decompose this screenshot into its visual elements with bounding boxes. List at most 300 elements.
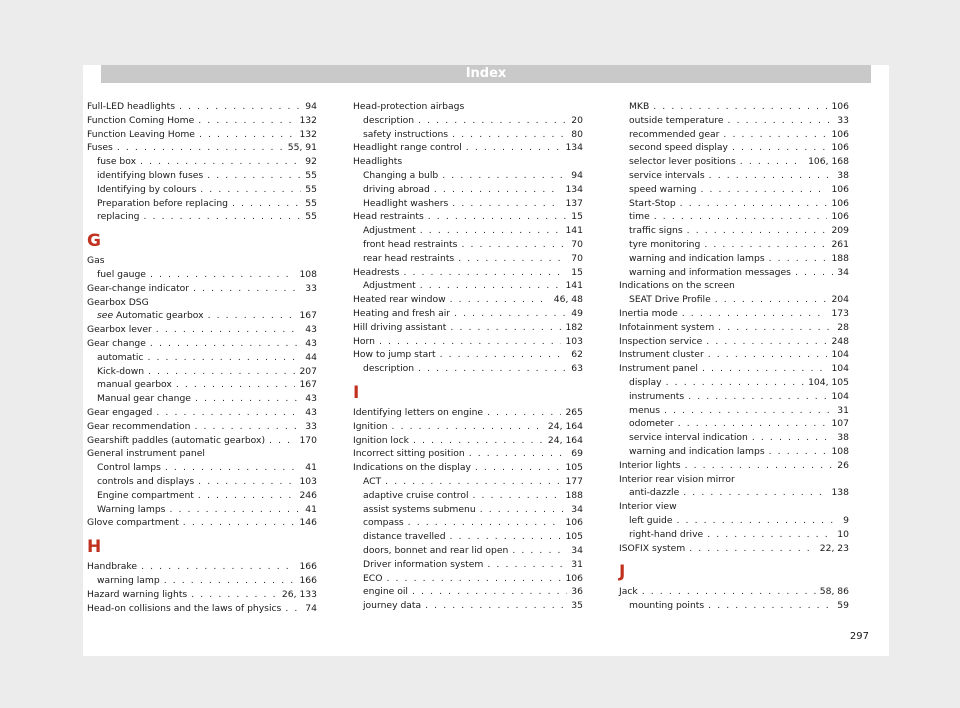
index-entry[interactable]: [619, 486, 849, 500]
dot-leader: [452, 128, 567, 142]
index-entry[interactable]: [87, 588, 317, 602]
index-page-reference[interactable]: 108: [831, 445, 849, 457]
index-page-reference[interactable]: 58, 86: [819, 586, 849, 598]
index-page-reference[interactable]: 248: [831, 335, 849, 347]
index-entry[interactable]: [619, 197, 849, 211]
dot-leader: [176, 378, 296, 392]
index-page-reference[interactable]: 141: [565, 280, 583, 292]
index-page-reference[interactable]: 34: [837, 266, 849, 278]
index-entry-label: Engine compartment: [97, 489, 194, 501]
index-page-reference[interactable]: 106, 168: [808, 156, 849, 168]
dot-leader: [150, 337, 301, 351]
index-page-reference[interactable]: 15: [571, 266, 583, 278]
index-page-reference[interactable]: 33: [305, 420, 317, 432]
index-entry-label: automatic: [97, 351, 144, 363]
index-entry-label: manual gearbox: [97, 379, 172, 391]
index-page-reference[interactable]: 31: [571, 558, 583, 570]
index-entry[interactable]: [353, 503, 583, 517]
dot-leader: [458, 252, 567, 266]
index-entry[interactable]: [353, 530, 583, 544]
index-page-reference[interactable]: 132: [299, 114, 317, 126]
index-entry-label: speed warning: [629, 183, 697, 195]
index-page-reference[interactable]: 204: [831, 294, 849, 306]
index-page-reference[interactable]: 104, 105: [808, 376, 849, 388]
index-entry[interactable]: [353, 279, 583, 293]
index-entry[interactable]: [619, 183, 849, 197]
index-page-reference[interactable]: 55: [305, 169, 317, 181]
index-page-reference[interactable]: 28: [837, 321, 849, 333]
dot-leader: [480, 503, 568, 517]
index-page-reference[interactable]: 38: [837, 169, 849, 181]
index-page-reference[interactable]: 43: [305, 337, 317, 349]
index-page-reference[interactable]: 94: [305, 101, 317, 112]
index-entry[interactable]: [353, 197, 583, 211]
index-entry-label: recommended gear: [629, 128, 720, 140]
index-entry[interactable]: [353, 447, 583, 461]
index-entry-label: right-hand drive: [629, 528, 704, 540]
index-page-reference[interactable]: 55: [305, 183, 317, 195]
index-entry-label: mounting points: [629, 600, 705, 612]
index-page-reference[interactable]: 166: [299, 561, 317, 573]
index-entry[interactable]: [87, 392, 317, 406]
index-page-reference[interactable]: 70: [571, 238, 583, 250]
index-page-reference[interactable]: 106: [831, 101, 849, 112]
dot-leader: [156, 406, 301, 420]
index-entry-label: Driver information system: [363, 558, 484, 570]
index-page-reference[interactable]: 167: [299, 379, 317, 391]
index-entry[interactable]: [87, 141, 317, 155]
dot-leader: [179, 100, 301, 114]
index-entry[interactable]: [87, 100, 317, 114]
index-entry[interactable]: [353, 335, 583, 349]
index-entry[interactable]: [353, 114, 583, 128]
index-page-reference[interactable]: 9: [843, 514, 849, 526]
index-entry[interactable]: [619, 599, 849, 613]
index-entry[interactable]: [87, 268, 317, 282]
index-page: [83, 65, 889, 656]
dot-leader: [408, 516, 562, 530]
index-entry-label: Hazard warning lights: [87, 588, 188, 600]
index-page-reference[interactable]: 188: [565, 489, 583, 501]
index-entry-label: instruments: [629, 390, 685, 402]
index-entry-heading: Headlights: [353, 156, 403, 168]
index-entry[interactable]: [87, 406, 317, 420]
index-entry-label: compass: [363, 517, 404, 529]
index-page-reference[interactable]: 146: [299, 517, 317, 529]
index-entry[interactable]: [353, 599, 583, 613]
index-letter-heading: G: [87, 231, 101, 252]
index-page-reference[interactable]: 106: [831, 128, 849, 140]
dot-leader: [708, 599, 833, 613]
index-entry[interactable]: [353, 544, 583, 558]
index-page-reference[interactable]: 170: [299, 434, 317, 446]
index-entry-label: Function Coming Home: [87, 114, 195, 126]
index-page-reference[interactable]: 63: [571, 363, 583, 375]
dot-leader: [194, 420, 301, 434]
index-page-reference[interactable]: 108: [299, 268, 317, 280]
index-entry[interactable]: [353, 420, 583, 434]
index-entry[interactable]: [619, 155, 849, 169]
page-title: Index: [465, 66, 507, 81]
index-entry-label: Headlight washers: [363, 197, 449, 209]
index-page-reference[interactable]: 104: [831, 390, 849, 402]
index-page-reference[interactable]: 35: [571, 600, 583, 612]
index-entry[interactable]: [353, 461, 583, 475]
index-page-reference[interactable]: 209: [831, 225, 849, 237]
index-page-reference[interactable]: 173: [831, 307, 849, 319]
see-reference-word: see: [97, 310, 114, 322]
index-page-reference[interactable]: 104: [831, 363, 849, 375]
index-page-reference[interactable]: 106: [831, 211, 849, 223]
dot-leader: [450, 293, 550, 307]
dot-leader: [198, 489, 296, 503]
index-entry[interactable]: [619, 390, 849, 404]
index-entry[interactable]: [619, 528, 849, 542]
index-entry[interactable]: [353, 210, 583, 224]
index-page-reference[interactable]: 105: [565, 531, 583, 543]
dot-leader: [169, 503, 301, 517]
dot-leader: [418, 114, 567, 128]
index-page-reference[interactable]: 107: [831, 418, 849, 430]
index-page-reference[interactable]: 41: [305, 462, 317, 474]
index-entry-label: [97, 309, 204, 323]
index-entry[interactable]: [619, 445, 849, 459]
index-entry[interactable]: [619, 238, 849, 252]
index-page-reference[interactable]: 41: [305, 503, 317, 515]
index-entry-label: Start-Stop: [629, 197, 676, 209]
index-page-reference[interactable]: 62: [571, 349, 583, 361]
index-page-reference[interactable]: 106: [565, 572, 583, 584]
index-page-reference[interactable]: 31: [837, 404, 849, 416]
dot-leader: [680, 197, 828, 211]
index-entry[interactable]: [87, 489, 317, 503]
index-entry[interactable]: [87, 210, 317, 224]
index-entry[interactable]: [619, 114, 849, 128]
index-entry[interactable]: [87, 560, 317, 574]
dot-leader: [386, 572, 561, 586]
index-entry[interactable]: [87, 309, 317, 323]
index-page-reference[interactable]: 46, 48: [553, 294, 583, 306]
dot-leader: [413, 434, 544, 448]
dot-leader: [420, 279, 562, 293]
index-entry[interactable]: [353, 321, 583, 335]
index-entry[interactable]: [619, 431, 849, 445]
dot-leader: [708, 348, 828, 362]
index-page-reference[interactable]: 80: [571, 128, 583, 140]
index-entry[interactable]: [619, 169, 849, 183]
index-page-reference[interactable]: 74: [305, 602, 317, 614]
dot-leader: [200, 183, 301, 197]
index-entry[interactable]: [87, 602, 317, 616]
index-entry-label: description: [363, 363, 415, 375]
index-entry[interactable]: [619, 362, 849, 376]
index-page-reference[interactable]: 26: [837, 459, 849, 471]
index-column-1: [87, 100, 317, 615]
index-page-reference[interactable]: 132: [299, 128, 317, 140]
index-entry[interactable]: [619, 293, 849, 307]
dot-leader: [385, 475, 561, 489]
index-page-reference[interactable]: 44: [305, 351, 317, 363]
index-entry-label: controls and displays: [97, 475, 195, 487]
dot-leader: [723, 128, 827, 142]
index-entry[interactable]: [353, 128, 583, 142]
index-entry[interactable]: [353, 169, 583, 183]
index-entry-label: Head restraints: [353, 211, 424, 223]
index-page-reference[interactable]: 105: [565, 462, 583, 474]
index-letter-heading: I: [353, 382, 360, 403]
index-page-reference[interactable]: 55: [305, 211, 317, 223]
index-entry[interactable]: [353, 516, 583, 530]
index-entry[interactable]: [353, 266, 583, 280]
index-entry[interactable]: [353, 585, 583, 599]
index-entry-label: Ignition: [353, 420, 388, 432]
index-page-reference[interactable]: 167: [299, 310, 317, 322]
index-entry-label: Hill driving assistant: [353, 321, 447, 333]
index-entry[interactable]: [87, 574, 317, 588]
index-entry-label: Instrument panel: [619, 363, 698, 375]
index-entry[interactable]: [353, 252, 583, 266]
dot-leader: [700, 183, 827, 197]
index-entry[interactable]: [619, 224, 849, 238]
index-entry[interactable]: [619, 266, 849, 280]
index-entry-label: Changing a bulb: [363, 169, 439, 181]
index-page-reference[interactable]: 34: [571, 544, 583, 556]
index-entry[interactable]: [87, 155, 317, 169]
index-entry[interactable]: [353, 141, 583, 155]
index-entry-label: Ignition lock: [353, 434, 409, 446]
index-page-reference[interactable]: 166: [299, 574, 317, 586]
index-entry-label: traffic signs: [629, 225, 683, 237]
index-page-reference[interactable]: 38: [837, 432, 849, 444]
index-entry[interactable]: [87, 434, 317, 448]
index-entry[interactable]: [87, 128, 317, 142]
index-entry-label: Manual gear change: [97, 393, 191, 405]
index-entry-label: menus: [629, 404, 661, 416]
index-page-reference[interactable]: 43: [305, 324, 317, 336]
index-entry[interactable]: [87, 475, 317, 489]
index-page-reference[interactable]: 182: [565, 321, 583, 333]
index-entry-heading: Head-protection airbags: [353, 101, 465, 112]
index-entry-label: Incorrect sitting position: [353, 448, 465, 460]
index-entry[interactable]: [353, 406, 583, 420]
index-page-reference[interactable]: 103: [299, 475, 317, 487]
index-entry[interactable]: [353, 362, 583, 376]
index-entry[interactable]: [87, 114, 317, 128]
index-entry[interactable]: [353, 348, 583, 362]
dot-leader: [193, 282, 301, 296]
index-entry-heading: General instrument panel: [87, 448, 205, 460]
index-page-reference[interactable]: 22, 23: [819, 542, 849, 554]
index-page-reference[interactable]: 59: [837, 600, 849, 612]
index-entry-label: time: [629, 211, 650, 223]
index-entry-label: service interval indication: [629, 432, 748, 444]
index-page-reference[interactable]: 104: [831, 349, 849, 361]
index-entry[interactable]: [87, 516, 317, 530]
index-entry-label: Gear change: [87, 337, 146, 349]
dot-leader: [709, 169, 834, 183]
index-entry[interactable]: [619, 335, 849, 349]
index-entry[interactable]: [87, 169, 317, 183]
index-entry[interactable]: [87, 183, 317, 197]
dot-leader: [683, 486, 827, 500]
dot-leader: [707, 528, 833, 542]
dot-leader: [689, 542, 816, 556]
index-entry-label: doors, bonnet and rear lid open: [363, 544, 509, 556]
index-page-reference[interactable]: 43: [305, 406, 317, 418]
index-page-reference[interactable]: 20: [571, 114, 583, 126]
index-entry[interactable]: [353, 307, 583, 321]
index-page-reference[interactable]: 261: [831, 238, 849, 250]
index-entry-label: Heated rear window: [353, 294, 446, 306]
index-entry[interactable]: [87, 503, 317, 517]
dot-leader: [232, 197, 301, 211]
index-entry[interactable]: [619, 348, 849, 362]
index-entry-label: Headrests: [353, 266, 400, 278]
index-page-reference[interactable]: 36: [571, 586, 583, 598]
dot-leader: [420, 224, 562, 238]
dot-leader: [440, 348, 568, 362]
index-entry-label: Glove compartment: [87, 517, 179, 529]
index-page-reference[interactable]: 33: [305, 282, 317, 294]
index-entry[interactable]: [353, 293, 583, 307]
index-entry[interactable]: [353, 434, 583, 448]
index-entry[interactable]: [619, 321, 849, 335]
dot-leader: [475, 461, 562, 475]
index-entry[interactable]: [353, 224, 583, 238]
dot-leader: [428, 210, 568, 224]
index-entry[interactable]: [353, 489, 583, 503]
index-entry[interactable]: [87, 420, 317, 434]
dot-leader: [156, 323, 302, 337]
index-entry[interactable]: [619, 417, 849, 431]
index-entry[interactable]: [353, 183, 583, 197]
index-entry[interactable]: [619, 585, 849, 599]
dot-leader: [198, 475, 295, 489]
index-entry[interactable]: [619, 100, 849, 114]
index-entry[interactable]: [619, 128, 849, 142]
dot-leader: [795, 266, 833, 280]
index-page-reference[interactable]: 106: [831, 197, 849, 209]
index-entry[interactable]: [87, 282, 317, 296]
index-entry[interactable]: [87, 337, 317, 351]
index-entry[interactable]: [619, 542, 849, 556]
index-entry-label: selector lever positions: [629, 156, 736, 168]
dot-leader: [198, 114, 295, 128]
index-page-reference[interactable]: 138: [831, 487, 849, 499]
index-entry[interactable]: [87, 461, 317, 475]
index-page-reference[interactable]: 92: [305, 156, 317, 168]
index-page-reference[interactable]: 177: [565, 475, 583, 487]
index-entry[interactable]: [353, 475, 583, 489]
index-page-reference[interactable]: 106: [831, 183, 849, 195]
index-page-reference[interactable]: 103: [565, 335, 583, 347]
dot-leader: [687, 224, 828, 238]
index-entry[interactable]: [87, 365, 317, 379]
index-entry[interactable]: [87, 351, 317, 365]
index-page-reference[interactable]: 207: [299, 365, 317, 377]
dot-leader: [469, 447, 568, 461]
index-page-reference[interactable]: 188: [831, 252, 849, 264]
index-entry[interactable]: [619, 307, 849, 321]
index-page-reference[interactable]: 24, 164: [547, 420, 583, 432]
dot-leader: [718, 321, 833, 335]
index-entry[interactable]: [619, 210, 849, 224]
index-page-reference[interactable]: 15: [571, 211, 583, 223]
index-entry[interactable]: [353, 572, 583, 586]
index-entry[interactable]: [87, 197, 317, 211]
index-column-3: [619, 100, 849, 613]
index-entry[interactable]: [619, 514, 849, 528]
index-entry-label: How to jump start: [353, 349, 436, 361]
index-page-reference[interactable]: 49: [571, 307, 583, 319]
index-page-reference[interactable]: 55: [305, 197, 317, 209]
index-page-reference[interactable]: 134: [565, 183, 583, 195]
index-entry-label: warning and indication lamps: [629, 252, 765, 264]
dot-leader: [195, 392, 301, 406]
dot-leader: [164, 574, 296, 588]
index-page-reference[interactable]: 94: [571, 169, 583, 181]
index-entry-label: Jack: [619, 586, 638, 598]
index-entry[interactable]: [353, 558, 583, 572]
index-page-reference[interactable]: 265: [565, 406, 583, 418]
index-page-reference[interactable]: 26, 133: [281, 588, 317, 600]
index-page-reference[interactable]: 246: [299, 489, 317, 501]
index-entry[interactable]: [619, 252, 849, 266]
index-entry[interactable]: [87, 323, 317, 337]
index-entry-label: Horn: [353, 335, 375, 347]
index-page-reference[interactable]: 34: [571, 503, 583, 515]
index-entry[interactable]: [87, 378, 317, 392]
index-page-reference[interactable]: 106: [831, 142, 849, 154]
index-entry-label: Interior lights: [619, 459, 681, 471]
dot-leader: [452, 197, 561, 211]
dot-leader: [403, 266, 567, 280]
dot-leader: [425, 599, 567, 613]
index-entry-heading: Gas: [87, 255, 105, 267]
index-page-reference[interactable]: 55, 91: [287, 142, 317, 154]
index-entry-label: Gear-change indicator: [87, 282, 190, 294]
index-page-reference[interactable]: 134: [565, 142, 583, 154]
index-page-reference[interactable]: 141: [565, 225, 583, 237]
index-page-reference[interactable]: 24, 164: [547, 434, 583, 446]
index-entry-label: fuse box: [97, 156, 137, 168]
index-page-reference[interactable]: 10: [837, 528, 849, 540]
dot-leader: [418, 362, 567, 376]
dot-leader: [269, 434, 295, 448]
index-entry-label: Gearshift paddles (automatic gearbox): [87, 434, 266, 446]
index-entry[interactable]: [619, 376, 849, 390]
index-entry[interactable]: [619, 459, 849, 473]
dot-leader: [392, 420, 544, 434]
index-entry-label: ACT: [363, 475, 382, 487]
index-entry-label: rear head restraints: [363, 252, 455, 264]
index-entry-label: Function Leaving Home: [87, 128, 195, 140]
dot-leader: [642, 585, 816, 599]
index-entry[interactable]: [619, 141, 849, 155]
dot-leader: [191, 588, 278, 602]
index-entry[interactable]: [619, 404, 849, 418]
index-page-reference[interactable]: 43: [305, 393, 317, 405]
dot-leader: [487, 406, 561, 420]
index-page-reference[interactable]: 69: [571, 448, 583, 460]
dot-leader: [207, 169, 301, 183]
dot-leader: [706, 335, 827, 349]
index-page-reference[interactable]: 70: [571, 252, 583, 264]
index-page-reference[interactable]: 137: [565, 197, 583, 209]
index-page-reference[interactable]: 106: [565, 517, 583, 529]
index-page-reference[interactable]: 33: [837, 114, 849, 126]
index-entry[interactable]: [353, 238, 583, 252]
